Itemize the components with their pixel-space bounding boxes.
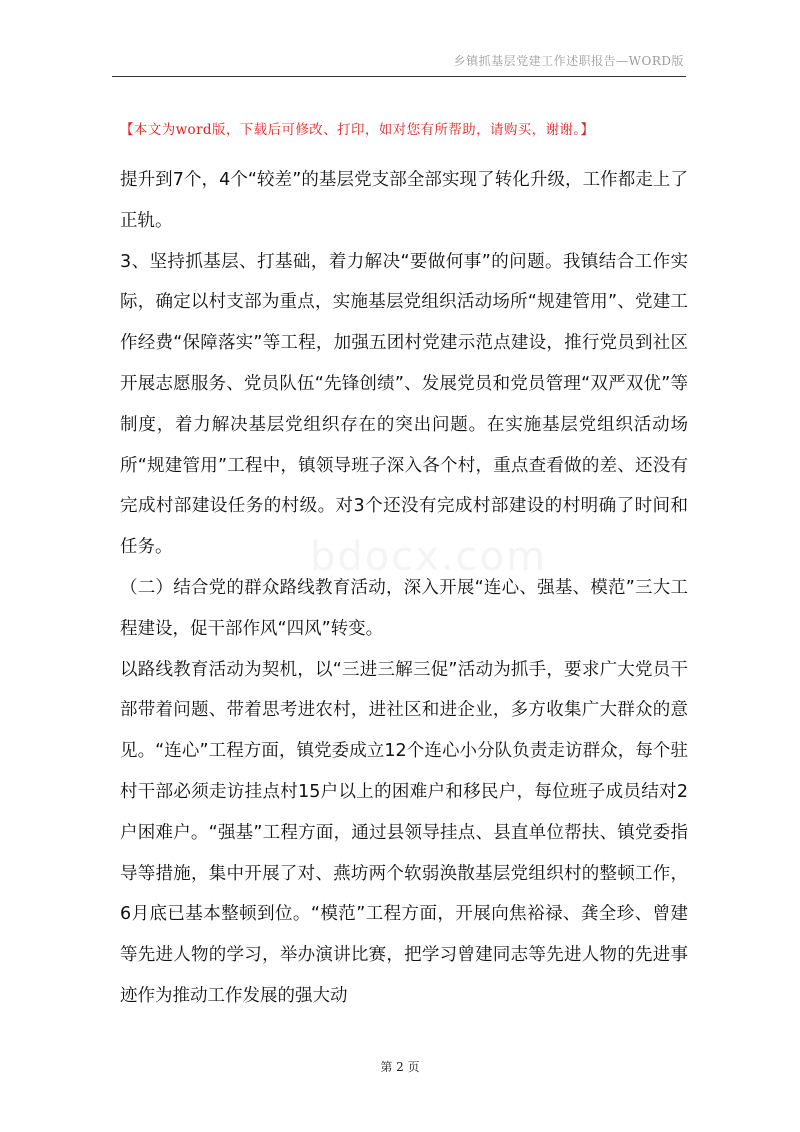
paragraph: （二）结合党的群众路线教育活动，深入开展“连心、强基、模范”三大工程建设，促干部作风“四风”转变。 <box>120 577 688 639</box>
document-title: 乡镇抓基层党建工作述职报告—WORD版 <box>453 54 684 68</box>
page-number: 第 2 页 <box>380 1060 420 1074</box>
watermark: bdocx.com <box>310 534 548 580</box>
download-notice: 【本文为word版，下载后可修改、打印，如对您有所帮助，请购买，谢谢。】 <box>120 122 595 138</box>
page-header <box>112 50 686 77</box>
paragraph: 提升到7个，4个“较差”的基层党支部全部实现了转化升级，工作都走上了正轨。 <box>120 170 688 231</box>
paragraph: 以路线教育活动为契机，以“三进三解三促”活动为抓手，要求广大党员干部带着问题、带着思考进农村，进社区和进企业，多方收集广大群众的意见。“连心”工程方面，镇党委成立12个连心小分队负责走访群众，每个驻村干部必须走访挂点村15户以上的困难户和移民户，每位班子成员结对2户困难户。“强基”工程方面，通过县领导挂点、县直单位帮扶、镇党委指导等措施，集中开展了对、燕坊两个软弱涣散基层党组织村的整顿工作，6月底已基本整顿到位。“模范”工程方面，开展向焦裕禄、龚全珍、曾建等先进人物的学习，举办演讲比赛，把学习曾建同志等先进人物的先进事迹作为推动工作发展的强大动 <box>120 659 688 1006</box>
document-body <box>120 160 688 1017</box>
paragraph: 3、坚持抓基层、打基础，着力解决“要做何事”的问题。我镇结合工作实际，确定以村支部为重点，实施基层党组织活动场所“规建管用”、党建工作经费“保障落实”等工程，加强五团村党建示范点建设，推行党员到社区开展志愿服务、党员队伍“先锋创绩”、发展党员和党员管理“双严双优”等制度，着力解决基层党组织存在的突出问题。在实施基层党组织活动场所“规建管用”工程中，镇领导班子深入各个村，重点查看做的差、还没有完成村部建设任务的村级。对3个还没有完成村部建设的村明确了时间和任务。 <box>120 251 688 558</box>
